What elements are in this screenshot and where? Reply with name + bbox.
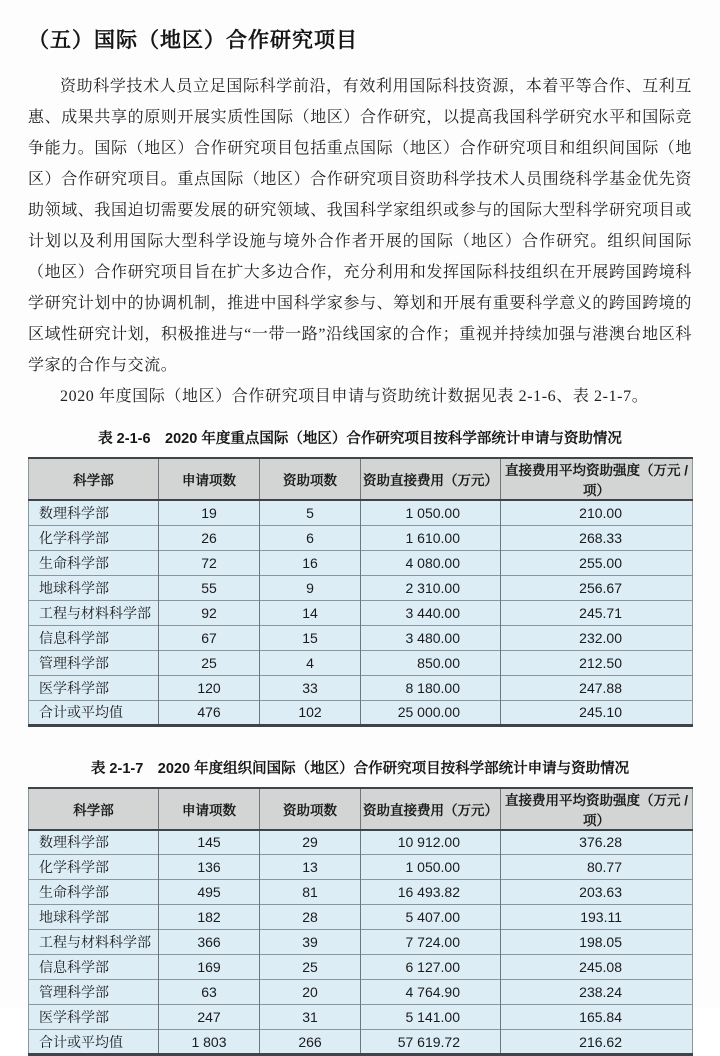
value-cell: 6 127.00 xyxy=(361,955,501,980)
column-header: 申请项数 xyxy=(159,458,260,500)
science-department-cell: 管理科学部 xyxy=(29,650,159,675)
science-department-cell: 合计或平均值 xyxy=(29,700,159,725)
value-cell: 238.24 xyxy=(501,980,693,1005)
value-cell: 136 xyxy=(159,855,260,880)
table-row xyxy=(29,1005,693,1030)
science-department-cell: 生命科学部 xyxy=(29,550,159,575)
table-row xyxy=(29,905,693,930)
table-row xyxy=(29,650,693,675)
value-cell: 13 xyxy=(260,855,361,880)
column-header: 科学部 xyxy=(29,788,159,830)
value-cell: 10 912.00 xyxy=(361,830,501,855)
value-cell: 20 xyxy=(260,980,361,1005)
table-row xyxy=(29,500,693,525)
value-cell: 1 050.00 xyxy=(361,855,501,880)
value-cell: 165.84 xyxy=(501,1005,693,1030)
value-cell: 81 xyxy=(260,880,361,905)
science-department-cell: 医学科学部 xyxy=(29,1005,159,1030)
value-cell: 2 310.00 xyxy=(361,575,501,600)
value-cell: 245.71 xyxy=(501,600,693,625)
value-cell: 4 764.90 xyxy=(361,980,501,1005)
science-department-cell: 地球科学部 xyxy=(29,575,159,600)
table-row xyxy=(29,855,693,880)
table-header-row xyxy=(29,788,693,830)
column-header: 申请项数 xyxy=(159,788,260,830)
value-cell: 245.10 xyxy=(501,700,693,725)
science-department-cell: 地球科学部 xyxy=(29,905,159,930)
value-cell: 255.00 xyxy=(501,550,693,575)
value-cell: 4 xyxy=(260,650,361,675)
column-header: 科学部 xyxy=(29,458,159,500)
value-cell: 1 610.00 xyxy=(361,525,501,550)
value-cell: 198.05 xyxy=(501,930,693,955)
table-row xyxy=(29,700,693,725)
value-cell: 19 xyxy=(159,500,260,525)
value-cell: 5 xyxy=(260,500,361,525)
value-cell: 1 803 xyxy=(159,1030,260,1055)
value-cell: 476 xyxy=(159,700,260,725)
table-row xyxy=(29,930,693,955)
value-cell: 72 xyxy=(159,550,260,575)
table-row xyxy=(29,830,693,855)
table-row xyxy=(29,625,693,650)
value-cell: 28 xyxy=(260,905,361,930)
value-cell: 120 xyxy=(159,675,260,700)
value-cell: 212.50 xyxy=(501,650,693,675)
table-row xyxy=(29,575,693,600)
value-cell: 9 xyxy=(260,575,361,600)
science-department-cell: 生命科学部 xyxy=(29,880,159,905)
value-cell: 6 xyxy=(260,525,361,550)
column-header: 资助直接费用（万元） xyxy=(361,458,501,500)
value-cell: 8 180.00 xyxy=(361,675,501,700)
value-cell: 25 xyxy=(260,955,361,980)
science-department-cell: 化学科学部 xyxy=(29,525,159,550)
value-cell: 169 xyxy=(159,955,260,980)
value-cell: 63 xyxy=(159,980,260,1005)
value-cell: 25 000.00 xyxy=(361,700,501,725)
table-2-1-6 xyxy=(28,457,693,727)
value-cell: 33 xyxy=(260,675,361,700)
value-cell: 376.28 xyxy=(501,830,693,855)
section-heading: （五）国际（地区）合作研究项目 xyxy=(28,0,692,56)
science-department-cell: 化学科学部 xyxy=(29,855,159,880)
value-cell: 3 480.00 xyxy=(361,625,501,650)
value-cell: 15 xyxy=(260,625,361,650)
value-cell: 3 440.00 xyxy=(361,600,501,625)
value-cell: 39 xyxy=(260,930,361,955)
value-cell: 14 xyxy=(260,600,361,625)
value-cell: 366 xyxy=(159,930,260,955)
science-department-cell: 信息科学部 xyxy=(29,955,159,980)
value-cell: 850.00 xyxy=(361,650,501,675)
column-header: 直接费用平均资助强度（万元 / 项） xyxy=(501,788,693,830)
value-cell: 266 xyxy=(260,1030,361,1055)
value-cell: 5 141.00 xyxy=(361,1005,501,1030)
table-row xyxy=(29,550,693,575)
value-cell: 247 xyxy=(159,1005,260,1030)
table-row xyxy=(29,600,693,625)
value-cell: 5 407.00 xyxy=(361,905,501,930)
value-cell: 16 493.82 xyxy=(361,880,501,905)
science-department-cell: 管理科学部 xyxy=(29,980,159,1005)
table-row xyxy=(29,980,693,1005)
science-department-cell: 数理科学部 xyxy=(29,500,159,525)
science-department-cell: 工程与材料科学部 xyxy=(29,930,159,955)
value-cell: 67 xyxy=(159,625,260,650)
table-row xyxy=(29,880,693,905)
science-department-cell: 医学科学部 xyxy=(29,675,159,700)
value-cell: 25 xyxy=(159,650,260,675)
science-department-cell: 信息科学部 xyxy=(29,625,159,650)
value-cell: 232.00 xyxy=(501,625,693,650)
value-cell: 193.11 xyxy=(501,905,693,930)
value-cell: 92 xyxy=(159,600,260,625)
value-cell: 7 724.00 xyxy=(361,930,501,955)
table-2-1-7-caption: 表 2-1-7 2020 年度组织间国际（地区）合作研究项目按科学部统计申请与资助情况 xyxy=(28,759,692,779)
table-row xyxy=(29,955,693,980)
paragraph-table-reference: 2020 年度国际（地区）合作研究项目申请与资助统计数据见表 2-1-6、表 2-1-7。 xyxy=(28,381,692,412)
value-cell: 216.62 xyxy=(501,1030,693,1055)
value-cell: 245.08 xyxy=(501,955,693,980)
value-cell: 4 080.00 xyxy=(361,550,501,575)
table-2-1-7 xyxy=(28,787,693,1056)
column-header: 资助项数 xyxy=(260,788,361,830)
table-row xyxy=(29,525,693,550)
table-row xyxy=(29,675,693,700)
value-cell: 80.77 xyxy=(501,855,693,880)
value-cell: 31 xyxy=(260,1005,361,1030)
science-department-cell: 数理科学部 xyxy=(29,830,159,855)
value-cell: 256.67 xyxy=(501,575,693,600)
table-2-1-6-caption: 表 2-1-6 2020 年度重点国际（地区）合作研究项目按科学部统计申请与资助情况 xyxy=(28,429,692,449)
table-header-row xyxy=(29,458,693,500)
value-cell: 182 xyxy=(159,905,260,930)
value-cell: 57 619.72 xyxy=(361,1030,501,1055)
value-cell: 495 xyxy=(159,880,260,905)
value-cell: 29 xyxy=(260,830,361,855)
value-cell: 1 050.00 xyxy=(361,500,501,525)
column-header: 资助项数 xyxy=(260,458,361,500)
science-department-cell: 工程与材料科学部 xyxy=(29,600,159,625)
column-header: 资助直接费用（万元） xyxy=(361,788,501,830)
value-cell: 55 xyxy=(159,575,260,600)
paragraph-intro: 资助科学技术人员立足国际科学前沿，有效利用国际科技资源，本着平等合作、互利互惠、成果共享的原则开展实质性国际（地区）合作研究，以提高我国科学研究水平和国际竞争能力。国际（地区）合作研究项目包括重点国际（地区）合作研究项目和组织间国际（地区）合作研究项目。重点国际（地区）合作研究项目资助科学技术人员围绕科学基金优先资助领域、我国迫切需要发展的研究领域、我国科学家组织或参与的国际大型科学研究项目或计划以及利用国际大型科学设施与境外合作者开展的国际（地区）合作研究。组织间国际（地区）合作研究项目旨在扩大多边合作，充分利用和发挥国际科技组织在开展跨国跨境科学研究计划中的协调机制，推进中国科学家参与、筹划和开展有重要科学意义的跨国跨境的区域性研究计划，积极推进与“一带一路”沿线国家的合作；重视并持续加强与港澳台地区科学家的合作与交流。 xyxy=(28,71,692,381)
value-cell: 145 xyxy=(159,830,260,855)
value-cell: 210.00 xyxy=(501,500,693,525)
science-department-cell: 合计或平均值 xyxy=(29,1030,159,1055)
value-cell: 268.33 xyxy=(501,525,693,550)
value-cell: 16 xyxy=(260,550,361,575)
value-cell: 102 xyxy=(260,700,361,725)
table-row xyxy=(29,1030,693,1055)
value-cell: 203.63 xyxy=(501,880,693,905)
value-cell: 26 xyxy=(159,525,260,550)
value-cell: 247.88 xyxy=(501,675,693,700)
column-header: 直接费用平均资助强度（万元 / 项） xyxy=(501,458,693,500)
